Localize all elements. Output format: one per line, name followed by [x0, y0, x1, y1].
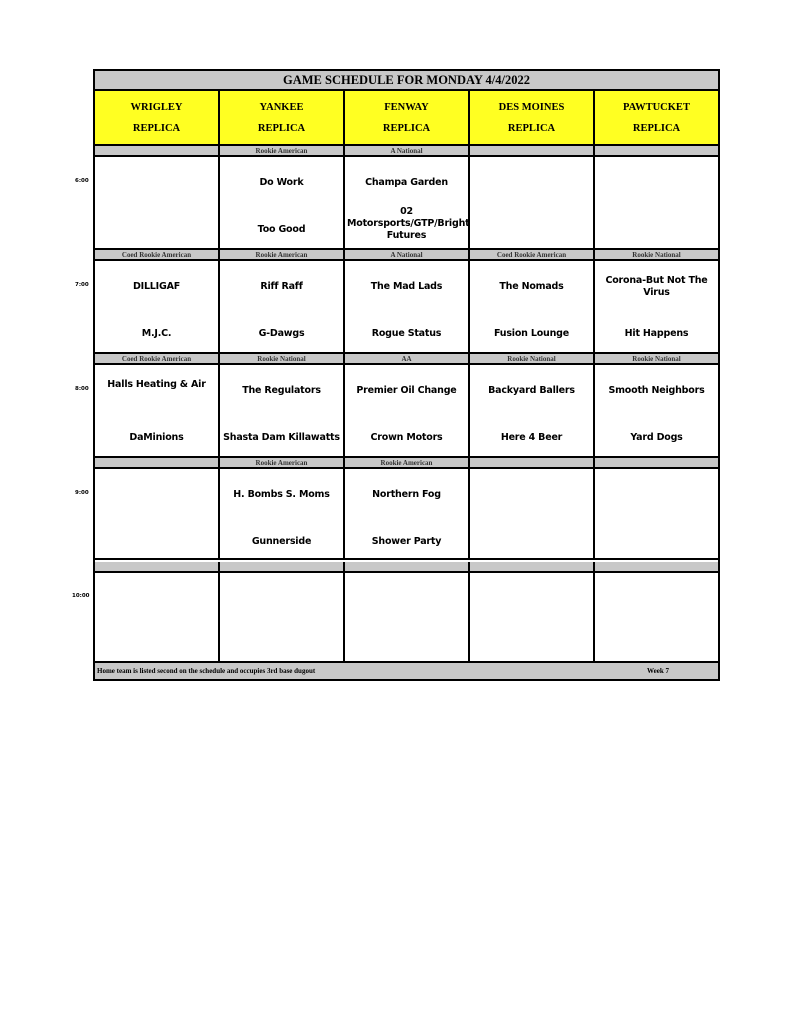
field-header-yankee	[220, 91, 345, 146]
division-label	[595, 562, 718, 573]
field-name: PAWTUCKET	[623, 101, 690, 113]
division-label: Rookie American	[220, 146, 345, 157]
division-label: Rookie American	[220, 250, 345, 261]
game-cell	[95, 365, 220, 458]
away-team: Riff Raff	[260, 281, 303, 292]
field-name: WRIGLEY	[130, 101, 183, 113]
division-label: Rookie National	[220, 354, 345, 365]
game-cell	[345, 573, 470, 663]
away-team: The Regulators	[242, 385, 321, 396]
time-label: 8:00	[75, 386, 89, 392]
field-subtitle: REPLICA	[132, 122, 181, 134]
division-label	[470, 458, 595, 469]
home-team: Hit Happens	[624, 328, 689, 339]
game-cell	[470, 261, 595, 354]
division-label	[95, 562, 220, 573]
home-team: DaMinions	[129, 432, 184, 443]
field-subtitle: REPLICA	[632, 122, 681, 134]
time-label: 10:00	[72, 593, 90, 599]
division-label: Rookie National	[595, 250, 718, 261]
game-cell	[595, 157, 718, 250]
division-label: Rookie American	[220, 458, 345, 469]
away-team: Smooth Neighbors	[608, 385, 705, 396]
home-team: Crown Motors	[370, 432, 443, 443]
division-label	[470, 562, 595, 573]
game-cell	[470, 573, 595, 663]
division-label: Coed Rookie American	[95, 354, 220, 365]
division-label	[595, 146, 718, 157]
game-cell	[95, 469, 220, 560]
field-subtitle: REPLICA	[507, 122, 556, 134]
game-cell	[220, 469, 345, 560]
game-cell	[95, 157, 220, 250]
game-cell	[345, 365, 470, 458]
schedule-table	[93, 69, 720, 681]
division-label: A National	[345, 146, 470, 157]
division-label: Coed Rookie American	[95, 250, 220, 261]
division-label	[95, 146, 220, 157]
division-label: Coed Rookie American	[470, 250, 595, 261]
field-name: YANKEE	[259, 101, 304, 113]
home-team: 02 Motorsports/GTP/Bright Futures	[347, 206, 470, 241]
game-cell	[470, 157, 595, 250]
away-team: H. Bombs S. Moms	[233, 489, 330, 500]
field-subtitle: REPLICA	[257, 122, 306, 134]
game-cell	[595, 469, 718, 560]
game-cell	[95, 573, 220, 663]
field-header-des-moines	[470, 91, 595, 146]
away-team: Northern Fog	[372, 489, 441, 500]
division-label	[595, 458, 718, 469]
field-name: FENWAY	[384, 101, 429, 113]
game-cell	[220, 365, 345, 458]
week-label: Week 7	[647, 667, 669, 675]
away-team: Premier Oil Change	[356, 385, 457, 396]
time-label: 6:00	[75, 178, 89, 184]
game-cell	[345, 157, 470, 250]
away-team: Halls Heating & Air	[107, 379, 206, 390]
away-team: Backyard Ballers	[488, 385, 575, 396]
division-label	[345, 562, 470, 573]
footer-note: Home team is listed second on the schedule and occupies 3rd base dugout	[97, 667, 316, 675]
home-team: Too Good	[257, 224, 306, 235]
division-label	[95, 458, 220, 469]
home-team: Gunnerside	[251, 536, 312, 547]
field-header-fenway	[345, 91, 470, 146]
time-label: 9:00	[75, 490, 89, 496]
home-team: Shasta Dam Killawatts	[223, 432, 340, 443]
game-cell	[220, 261, 345, 354]
field-header-pawtucket	[595, 91, 718, 146]
game-cell	[595, 261, 718, 354]
schedule-footer	[95, 663, 718, 679]
away-team: The Mad Lads	[370, 281, 443, 292]
home-team: M.J.C.	[141, 328, 172, 339]
away-team: The Nomads	[499, 281, 564, 292]
game-cell	[220, 573, 345, 663]
home-team: Fusion Lounge	[493, 328, 570, 339]
game-cell	[345, 469, 470, 560]
field-header-wrigley	[95, 91, 220, 146]
field-subtitle: REPLICA	[382, 122, 431, 134]
home-team: Yard Dogs	[630, 432, 683, 443]
home-team: G-Dawgs	[258, 328, 305, 339]
game-cell	[220, 157, 345, 250]
schedule-title: GAME SCHEDULE FOR MONDAY 4/4/2022	[95, 71, 718, 91]
home-team: Rogue Status	[371, 328, 442, 339]
home-team: Shower Party	[371, 536, 442, 547]
time-label: 7:00	[75, 282, 89, 288]
home-team: Here 4 Beer	[500, 432, 563, 443]
game-cell	[345, 261, 470, 354]
division-label	[220, 562, 345, 573]
division-label: Rookie National	[470, 354, 595, 365]
game-cell	[470, 469, 595, 560]
game-cell	[470, 365, 595, 458]
game-cell	[595, 573, 718, 663]
field-name: DES MOINES	[498, 101, 565, 113]
away-team: Do Work	[259, 177, 304, 188]
division-label: Rookie American	[345, 458, 470, 469]
division-label: Rookie National	[595, 354, 718, 365]
away-team: Corona-But Not The Virus	[605, 275, 708, 298]
away-team: Champa Garden	[365, 177, 448, 188]
game-cell	[595, 365, 718, 458]
game-cell	[95, 261, 220, 354]
division-label: A National	[345, 250, 470, 261]
division-label: AA	[345, 354, 470, 365]
division-label	[470, 146, 595, 157]
away-team: DILLIGAF	[132, 281, 181, 292]
